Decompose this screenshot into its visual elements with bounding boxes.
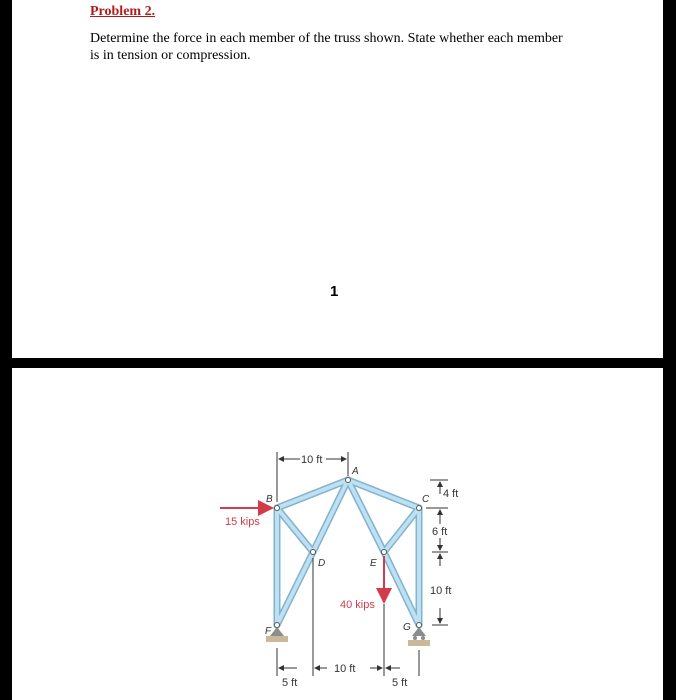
joint-b <box>275 506 280 511</box>
joint-g <box>417 623 422 628</box>
support-g <box>408 627 430 646</box>
node-label-c: C <box>422 494 430 505</box>
load-label-vertical: 40 kips <box>340 599 375 611</box>
dimension-label-10ft: 10 ft <box>430 585 452 597</box>
node-label-b: B <box>266 494 273 505</box>
dimension-label-6ft: 6 ft <box>432 526 448 538</box>
joint-c <box>417 506 422 511</box>
node-label-a: A <box>352 466 359 477</box>
node-label-g: G <box>403 622 411 633</box>
load-label-horizontal: 15 kips <box>225 516 260 528</box>
page-number: 1 <box>330 283 339 300</box>
node-label-d: D <box>318 558 326 569</box>
dimension-label-bottom-left: 5 ft <box>282 677 298 689</box>
dimension-label-bottom-right: 5 ft <box>392 677 408 689</box>
dimension-right <box>426 480 448 625</box>
dimension-label-bottom-middle: 10 ft <box>334 663 356 675</box>
joint-d <box>311 550 316 555</box>
document-page-bottom <box>12 368 663 700</box>
joint-a <box>346 478 351 483</box>
dimension-label-top: 10 ft <box>301 454 323 466</box>
document-page-top <box>12 0 663 358</box>
truss-figure <box>12 368 663 700</box>
dimension-label-4ft: 4 ft <box>443 488 459 500</box>
problem-title: Problem 2. <box>90 4 156 19</box>
node-label-e: E <box>370 558 377 569</box>
problem-statement: Determine the force in each member of the truss shown. State whether each member is in tension or compression. <box>90 31 563 63</box>
joint-e <box>382 550 387 555</box>
node-label-f: F <box>265 626 272 637</box>
joint-f <box>275 623 280 628</box>
